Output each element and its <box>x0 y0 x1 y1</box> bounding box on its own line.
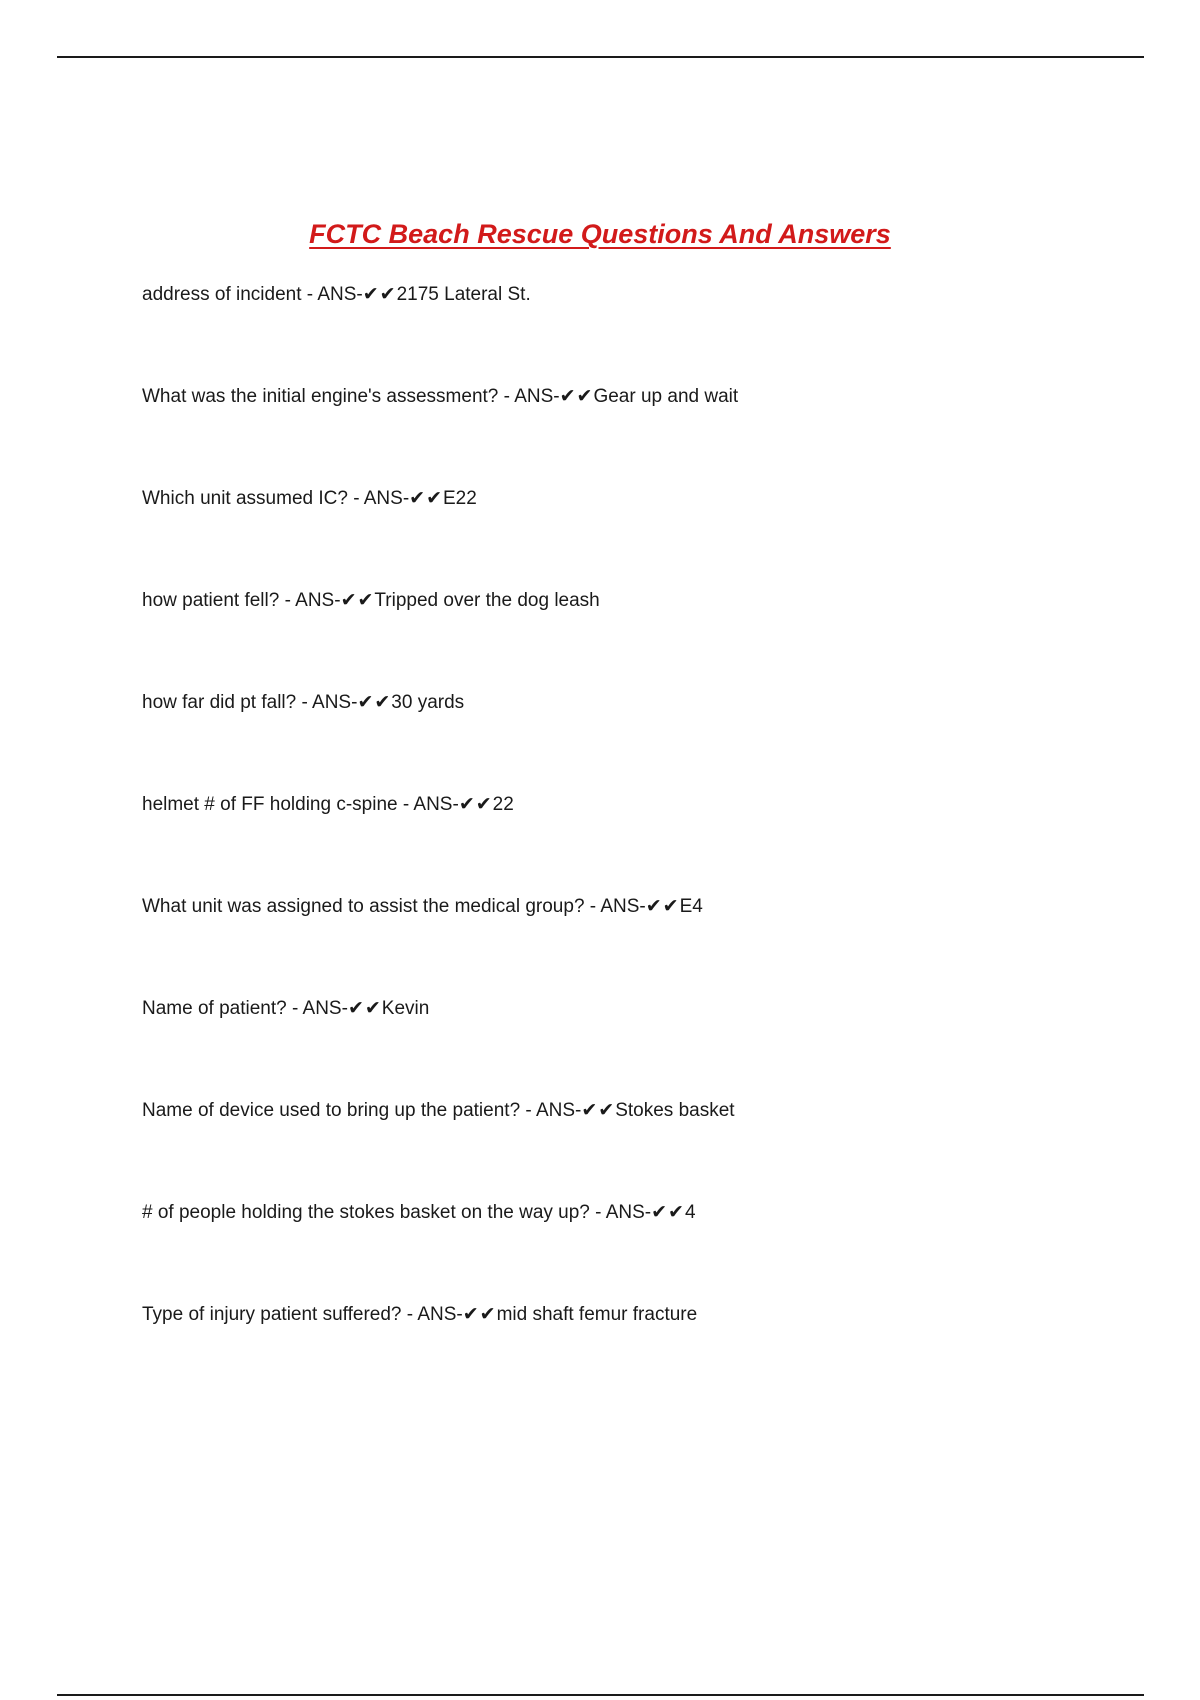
answer-text: 30 yards <box>391 692 465 713</box>
question-text: # of people holding the stokes basket on the way up? <box>142 1202 590 1223</box>
double-check-icon: ✔✔ <box>362 283 397 305</box>
double-check-icon: ✔✔ <box>357 691 392 713</box>
answer-text: Tripped over the dog leash <box>374 590 600 611</box>
qa-item <box>142 384 1092 486</box>
double-check-icon: ✔✔ <box>462 1303 497 1325</box>
answer-text: 22 <box>492 794 514 815</box>
question-text: What was the initial engine's assessment? <box>142 386 499 407</box>
question-text: Name of device used to bring up the patient? <box>142 1100 521 1121</box>
qa-item <box>142 282 1092 384</box>
document-title: FCTC Beach Rescue Questions And Answers <box>309 219 891 249</box>
answer-prefix: - ANS- <box>279 590 341 611</box>
double-check-icon: ✔✔ <box>559 385 594 407</box>
answer-text: Kevin <box>381 998 430 1019</box>
qa-item <box>142 894 1092 996</box>
double-check-icon: ✔✔ <box>645 895 680 917</box>
answer-text: Gear up and wait <box>593 386 739 407</box>
answer-prefix: - ANS- <box>301 284 363 305</box>
double-check-icon: ✔✔ <box>340 589 375 611</box>
answer-prefix: - ANS- <box>397 794 459 815</box>
double-check-icon: ✔✔ <box>581 1099 616 1121</box>
answer-prefix: - ANS- <box>584 896 646 917</box>
question-text: Which unit assumed IC? <box>142 488 348 509</box>
question-text: helmet # of FF holding c-spine <box>142 794 398 815</box>
qa-item <box>142 792 1092 894</box>
question-text: Type of injury patient suffered? <box>142 1304 402 1325</box>
question-text: how patient fell? <box>142 590 280 611</box>
question-text: how far did pt fall? <box>142 692 297 713</box>
answer-text: 2175 Lateral St. <box>396 284 531 305</box>
answer-text: E22 <box>443 488 477 509</box>
answer-prefix: - ANS- <box>401 1304 463 1325</box>
answer-text: Stokes basket <box>615 1100 735 1121</box>
double-check-icon: ✔✔ <box>347 997 382 1019</box>
top-rule <box>57 56 1144 58</box>
answer-text: 4 <box>684 1202 696 1223</box>
qa-item <box>142 690 1092 792</box>
answer-prefix: - ANS- <box>347 488 410 509</box>
qa-item <box>142 996 1092 1098</box>
question-text: address of incident <box>142 284 302 305</box>
question-text: Name of patient? <box>142 998 287 1019</box>
qa-item <box>142 1098 1092 1200</box>
qa-item <box>142 588 1092 690</box>
double-check-icon: ✔✔ <box>458 793 493 815</box>
qa-list <box>142 282 1092 1404</box>
bottom-rule <box>57 1694 1144 1696</box>
qa-item <box>142 1200 1092 1302</box>
answer-text: E4 <box>679 896 703 917</box>
qa-item <box>142 1302 1092 1404</box>
qa-item <box>142 486 1092 588</box>
double-check-icon: ✔✔ <box>409 487 443 509</box>
question-text: What unit was assigned to assist the medical group? <box>142 896 585 917</box>
answer-prefix: - ANS- <box>498 386 560 407</box>
double-check-icon: ✔✔ <box>651 1201 685 1223</box>
answer-prefix: - ANS- <box>296 692 358 713</box>
answer-prefix: - ANS- <box>520 1100 582 1121</box>
answer-prefix: - ANS- <box>589 1202 652 1223</box>
answer-prefix: - ANS- <box>286 998 348 1019</box>
answer-text: mid shaft femur fracture <box>496 1304 698 1325</box>
